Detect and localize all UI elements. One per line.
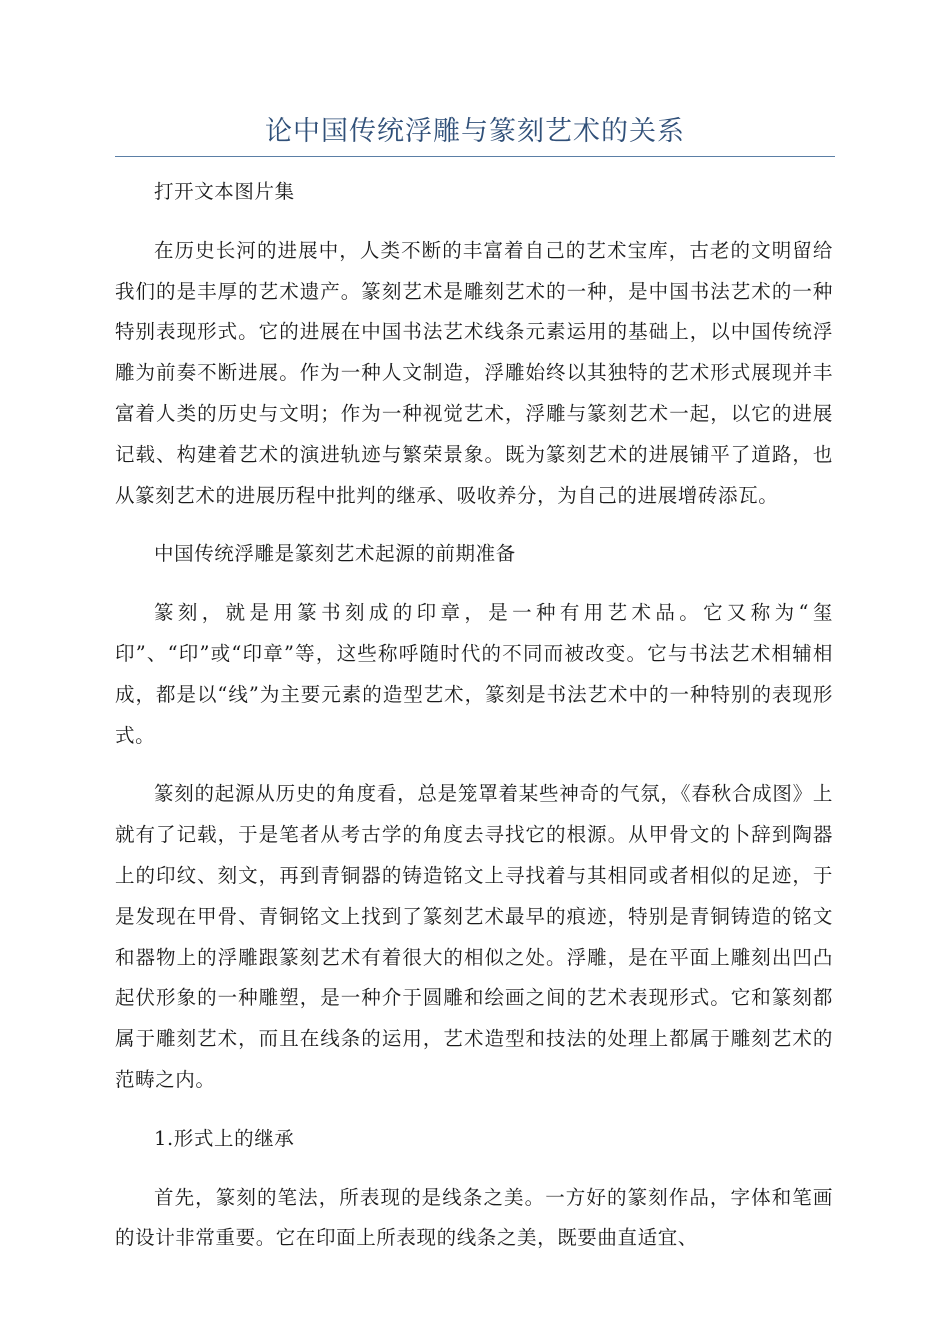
document-title: 论中国传统浮雕与篆刻艺术的关系	[265, 116, 685, 147]
section-heading: 1.形式上的继承	[154, 1126, 295, 1150]
document-body	[115, 172, 833, 1277]
section-heading: 打开文本图片集	[154, 180, 295, 203]
body-paragraph: 在历史长河的进展中，人类不断的丰富着自己的艺术宝库，古老的文明留给我们的是丰厚的艺术遗产。篆刻艺术是雕刻艺术的一种，是中国书法艺术的一种特别表现形式。它的进展在中国书法艺术线条元素运用的基础上，以中国传统浮雕为前奏不断进展。作为一种人文制造，浮雕始终以其独特的艺术形式展现并丰富着人类的历史与文明；作为一种视觉艺术，浮雕与篆刻艺术一起，以它的进展记载、构建着艺术的演进轨迹与繁荣景象。既为篆刻艺术的进展铺平了道路，也从篆刻艺术的进展历程中批判的继承、吸收养分，为自己的进展增砖添瓦。	[115, 238, 833, 507]
body-paragraph: 篆刻，就是用篆书刻成的印章，是一种有用艺术品。它又称为“玺印”、“印”或“印章”等，这些称呼随时代的不同而被改变。它与书法艺术相辅相成，都是以“线”为主要元素的造型艺术，篆刻是书法艺术中的一种特别的表现形式。	[115, 601, 833, 747]
body-paragraph: 篆刻的起源从历史的角度看，总是笼罩着某些神奇的气氛，《春秋合成图》上就有了记载，于是笔者从考古学的角度去寻找它的根源。从甲骨文的卜辞到陶器上的印纹、刻文，再到青铜器的铸造铭文上寻找着与其相同或者相似的足迹，于是发现在甲骨、青铜铭文上找到了篆刻艺术最早的痕迹，特别是青铜铸造的铭文和器物上的浮雕跟篆刻艺术有着很大的相似之处。浮雕，是在平面上雕刻出凹凸起伏形象的一种雕塑，是一种介于圆雕和绘画之间的艺术表现形式。它和篆刻都属于雕刻艺术，而且在线条的运用，艺术造型和技法的处理上都属于雕刻艺术的范畴之内。	[115, 782, 833, 1091]
title-bar	[115, 112, 835, 157]
section-heading: 中国传统浮雕是篆刻艺术起源的前期准备	[154, 542, 516, 566]
body-paragraph: 首先，篆刻的笔法，所表现的是线条之美。一方好的篆刻作品，字体和笔画的设计非常重要。它在印面上所表现的线条之美，既要曲直适宜、	[115, 1185, 833, 1250]
